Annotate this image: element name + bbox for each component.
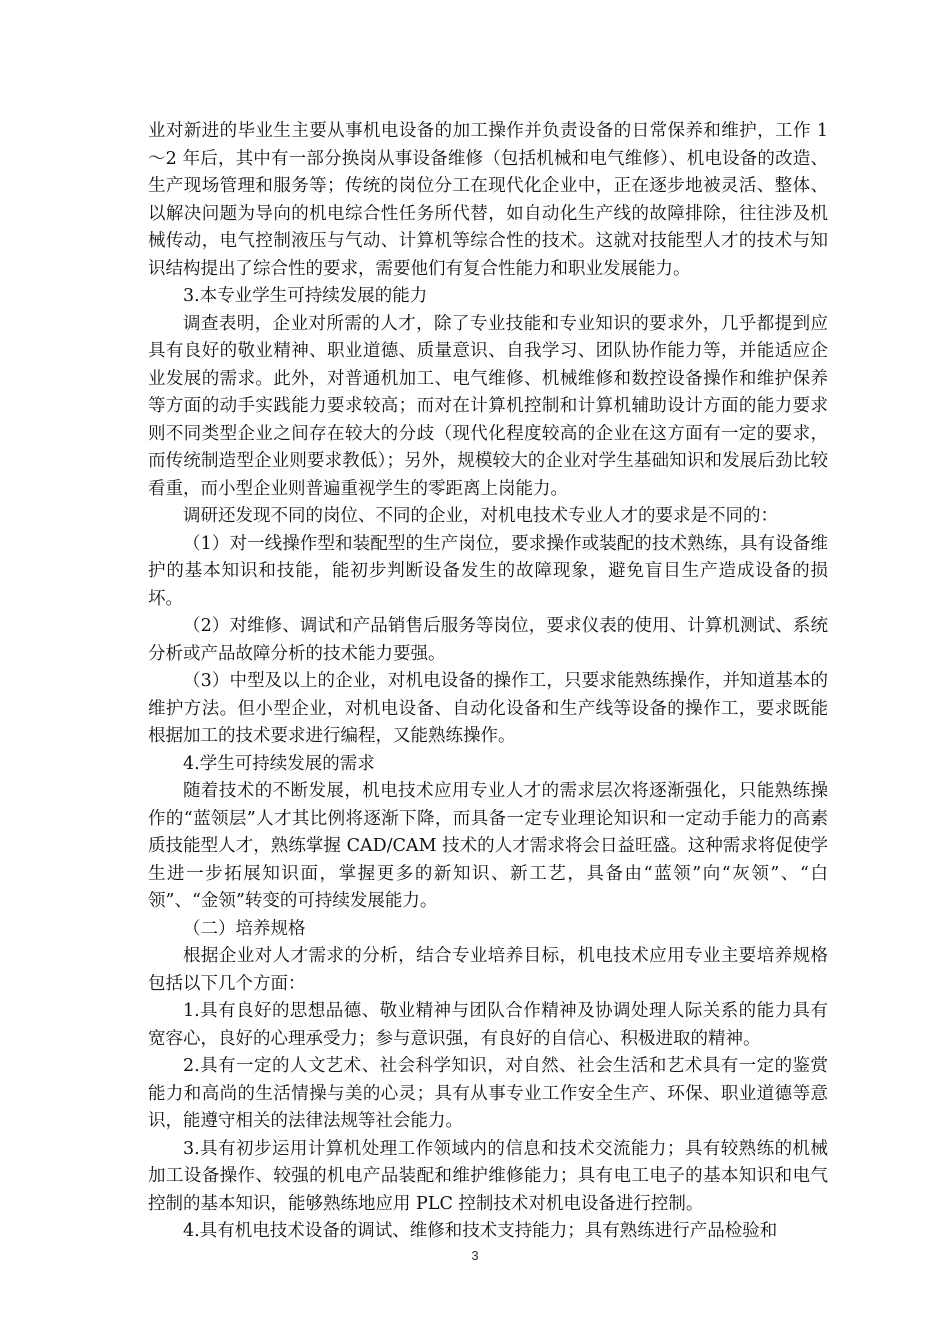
list-item: （3）中型及以上的企业，对机电设备的操作工，只要求能熟练操作，并知道基本的维护方法。但小型企业，对机电设备、自动化设备和生产线等设备的操作工，要求既能根据加工的技术要求进行编程，又能熟练操作。 [148, 671, 828, 746]
list-item: 3.具有初步运用计算机处理工作领域内的信息和技术交流能力；具有较熟练的机械加工设备操作、较强的机电产品装配和维护维修能力；具有电工电子的基本知识和电气控制的基本知识，能够熟练地应用 PLC 控制技术对机电设备进行控制。 [148, 1138, 828, 1214]
paragraph: 调查表明，企业对所需的人才，除了专业技能和专业知识的要求外，几乎都提到应具有良好的敬业精神、职业道德、质量意识、自我学习、团队协作能力等，并能适应企业发展的需求。此外，对普通机加工、电气维修、机械维修和数控设备操作和维护保养等方面的动手实践能力要求较高；而对在计算机控制和计算机辅助设计方面的能力要求则不同类型企业之间存在较大的分歧（现代化程度较高的企业在这方面有一定的要求，而传统制造型企业则要求教低）；另外，规模较大的企业对学生基础知识和发展后劲比较看重，而小型企业则普遍重视学生的零距离上岗能力。 [148, 313, 828, 499]
paragraph: 根据企业对人才需求的分析，结合专业培养目标，机电技术应用专业主要培养规格包括以下几个方面： [148, 946, 828, 994]
section-heading-3: 3.本专业学生可持续发展的能力 [183, 286, 428, 306]
list-item: 2.具有一定的人文艺术、社会科学知识，对自然、社会生活和艺术具有一定的鉴赏能力和高尚的生活情操与美的心灵；具有从事专业工作安全生产、环保、职业道德等意识，能遵守相关的法律法规等社会能力。 [148, 1056, 828, 1131]
list-item: 4.具有机电技术设备的调试、维修和技术支持能力；具有熟练进行产品检验和 [183, 1221, 778, 1241]
page-number: 3 [471, 1248, 479, 1263]
body-text [148, 118, 828, 1246]
list-item: 1.具有良好的思想品德、敬业精神与团队合作精神及协调处理人际关系的能力具有宽容心，良好的心理承受力；参与意识强，有良好的自信心、积极进取的精神。 [148, 1001, 828, 1049]
list-item: （1）对一线操作型和装配型的生产岗位，要求操作或装配的技术熟练，具有设备维护的基本知识和技能，能初步判断设备发生的故障现象，避免盲目生产造成设备的损坏。 [148, 533, 828, 609]
section-heading-4: 4.学生可持续发展的需求 [183, 753, 375, 774]
paragraph: 调研还发现不同的岗位、不同的企业，对机电技术专业人才的要求是不同的： [183, 506, 778, 526]
paragraph-continuation: 业对新进的毕业生主要从事机电设备的加工操作并负责设备的日常保养和维护，工作 1～2 年后，其中有一部分换岗从事设备维修（包括机械和电气维修）、机电设备的改造、生产现场管理和服务等；传统的岗位分工在现代化企业中，正在逐步地被灵活、整体、以解决问题为导向的机电综合性任务所代替，如自动化生产线的故障排除，往往涉及机械传动，电气控制液压与气动、计算机等综合性的技术。这就对技能型人才的技术与知识结构提出了综合性的要求，需要他们有复合性能力和职业发展能力。 [148, 121, 828, 279]
section-heading-training-spec: （二）培养规格 [183, 918, 306, 939]
paragraph: 随着技术的不断发展，机电技术应用专业人才的需求层次将逐渐强化，只能熟练操作的“蓝领层”人才其比例将逐渐下降，而具备一定专业理论知识和一定动手能力的高素质技能型人才，熟练掌握 CAD/CAM 技术的人才需求将会日益旺盛。这种需求将促使学生进一步拓展知识面，掌握更多的新知识、新工艺，具备由“蓝领”向“灰领”、“白领”、“金领”转变的可持续发展能力。 [148, 781, 828, 911]
list-item: （2）对维修、调试和产品销售后服务等岗位，要求仪表的使用、计算机测试、系统分析或产品故障分析的技术能力要强。 [148, 616, 828, 664]
